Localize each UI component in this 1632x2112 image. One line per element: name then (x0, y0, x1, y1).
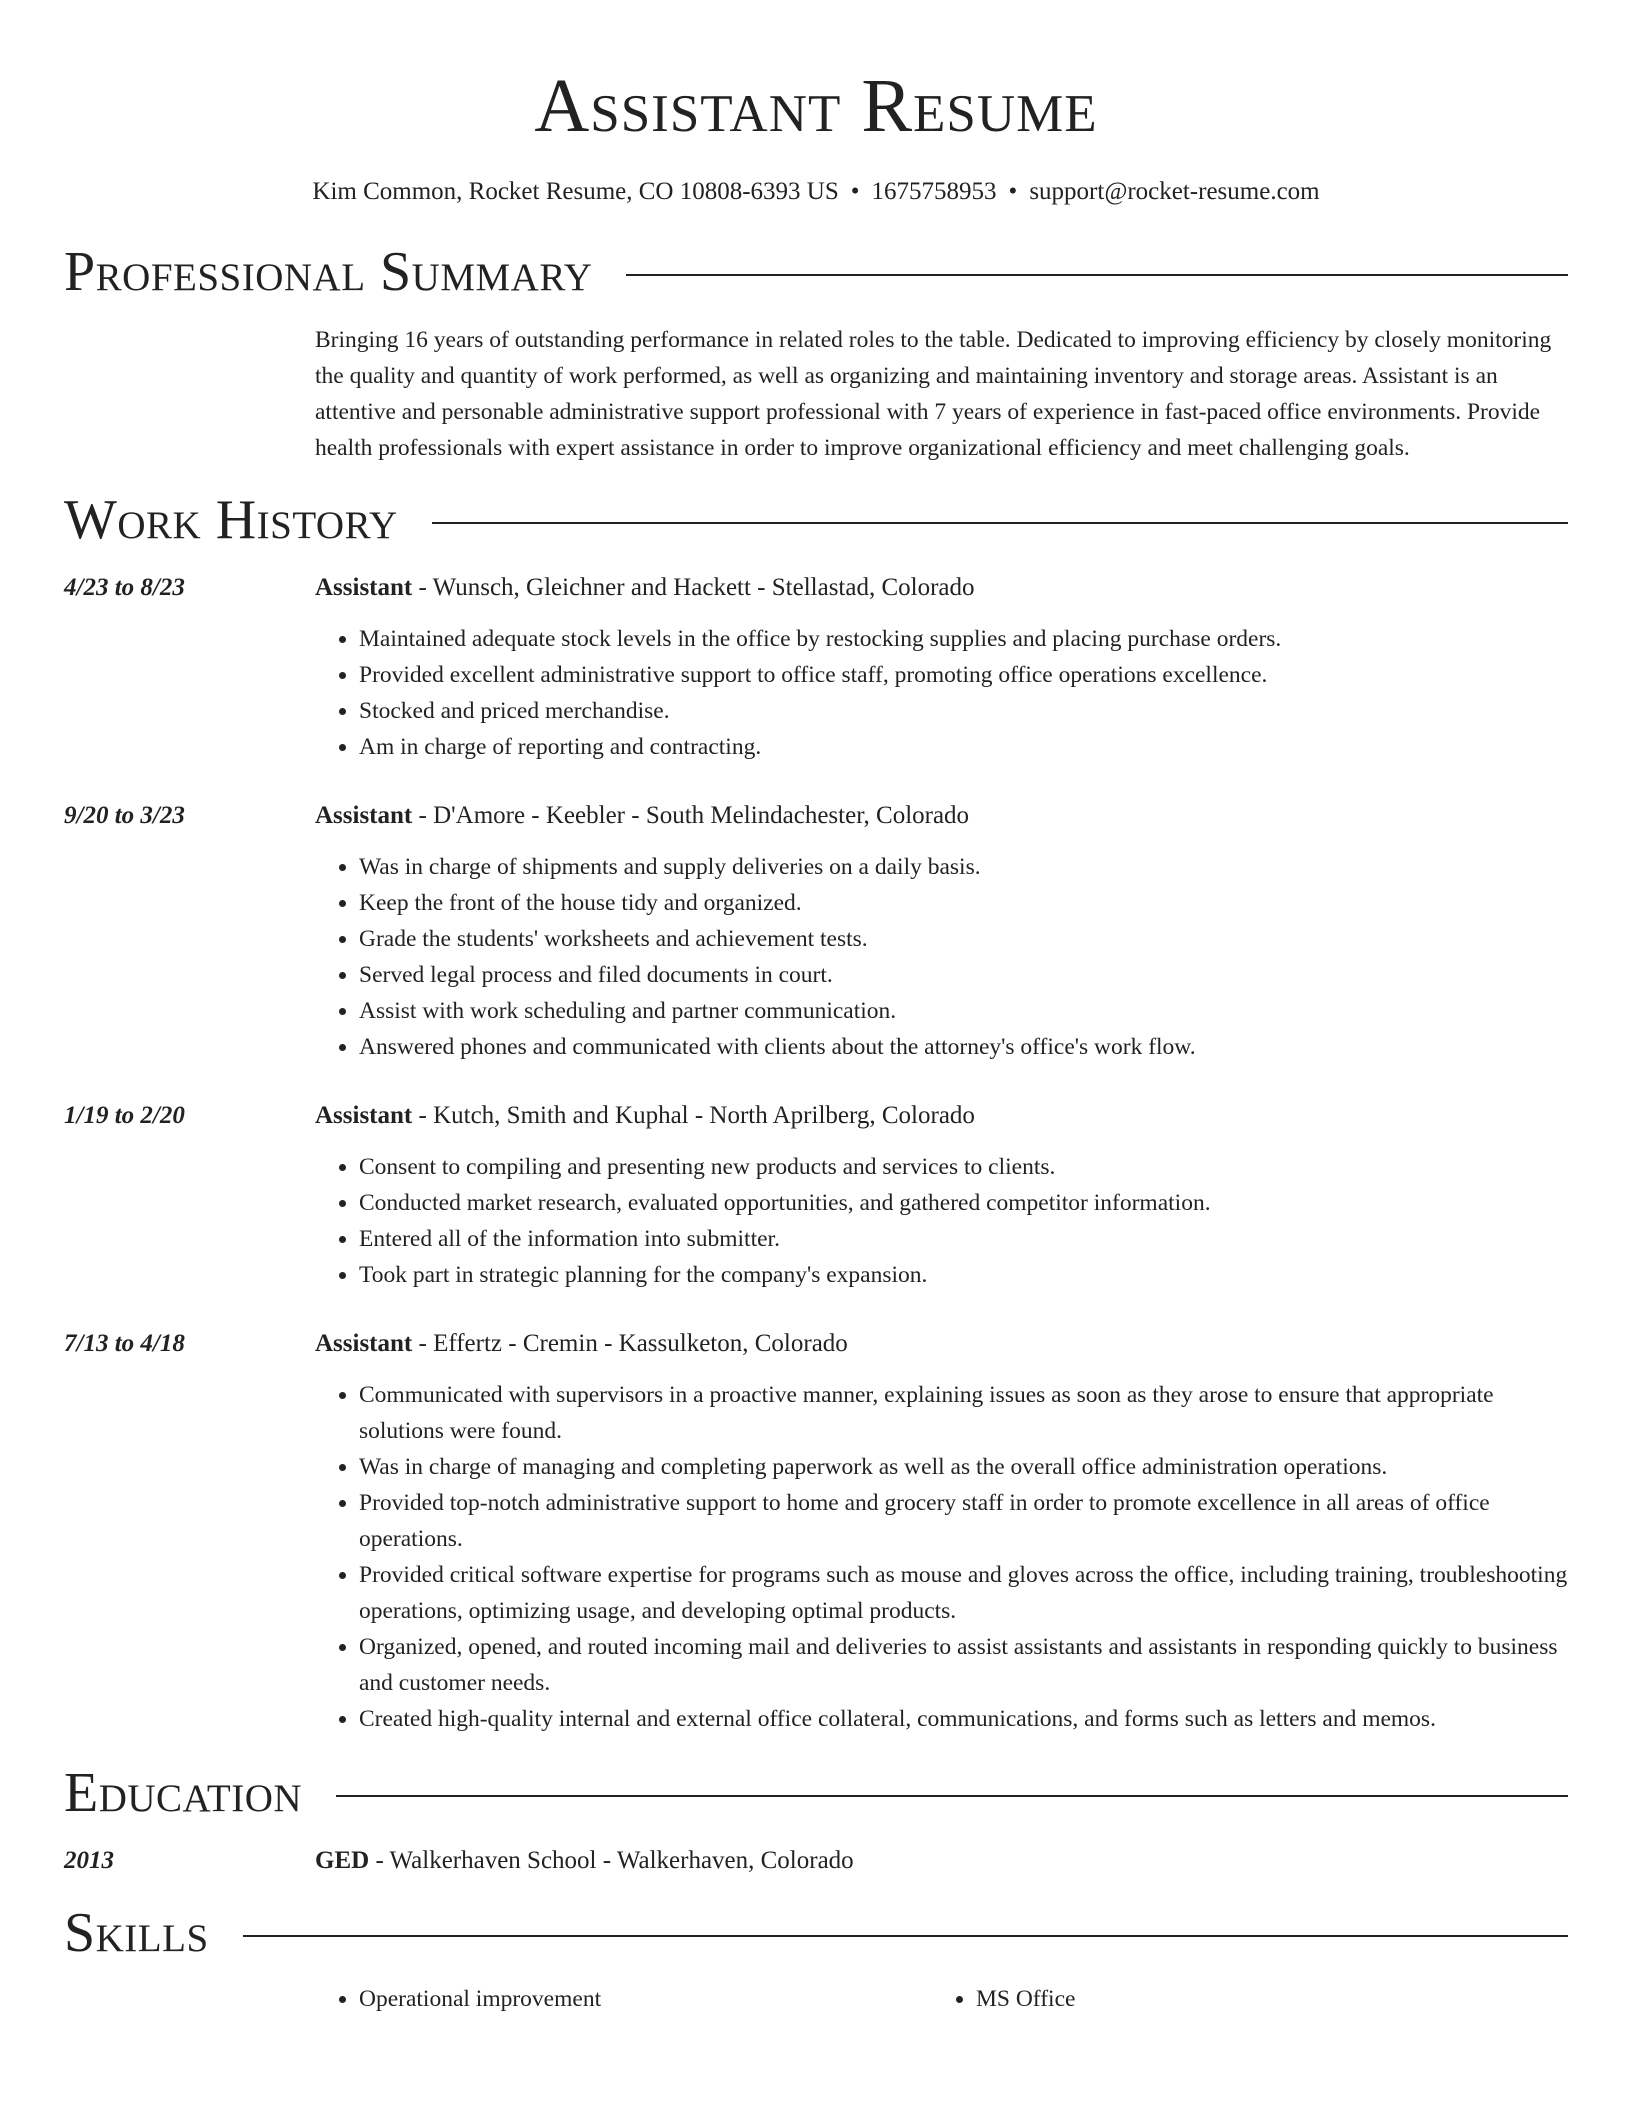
job-entry (64, 570, 1568, 765)
job-title-line (315, 570, 1568, 606)
contact-address: Kim Common, Rocket Resume, CO 10808-6393 US (312, 178, 839, 205)
job-entry (64, 798, 1568, 1065)
job-duties (315, 1149, 1568, 1293)
skill-item: • Operational improvement (359, 1981, 932, 2017)
job-employer: - Effertz - Cremin - Kassulketon, Colorado (412, 1330, 848, 1357)
job-dates: 1/19 to 2/20 (64, 1102, 185, 1129)
skill-item: • MS Office (976, 1981, 1549, 2017)
job-title: Assistant (315, 802, 413, 829)
job-title-line (315, 798, 1568, 834)
job-title: Assistant (315, 574, 413, 601)
section-header-work (64, 488, 1568, 552)
education-body (315, 1843, 1568, 1879)
education-school: - Walkerhaven School - Walkerhaven, Colorado (369, 1847, 854, 1874)
education-year: 2013 (64, 1847, 114, 1874)
skills-column-right (932, 1981, 1549, 2017)
section-heading-skills: Skills (64, 1902, 209, 1964)
duty-item: • Was in charge of shipments and supply deliveries on a daily basis. (359, 849, 1568, 885)
section-divider (432, 522, 1568, 524)
duty-item: • Provided excellent administrative support to office staff, promoting office operations excellence. (359, 657, 1568, 693)
contact-separator: • (1008, 178, 1018, 205)
duty-item: • Served legal process and filed documents in court. (359, 957, 1568, 993)
contact-phone: 1675758953 (871, 178, 997, 205)
education-degree: GED (315, 1847, 370, 1874)
duty-item: • Communicated with supervisors in a proactive manner, explaining issues as soon as they arose to ensure that appropriate solutions were found. (359, 1377, 1568, 1449)
contact-line (64, 176, 1568, 208)
job-duties (315, 849, 1568, 1065)
skills-list (315, 1981, 1568, 2017)
job-entry (64, 1098, 1568, 1293)
duty-item: • Was in charge of managing and completing paperwork as well as the overall office administration operations. (359, 1449, 1568, 1485)
education-entry (64, 1843, 1568, 1879)
job-duties (315, 1377, 1568, 1737)
section-header-skills (64, 1901, 1568, 1965)
duty-item: • Provided critical software expertise for programs such as mouse and gloves across the office, including training, troubleshooting operations, optimizing usage, and developing optimal products. (359, 1557, 1568, 1629)
duty-item: • Consent to compiling and presenting new products and services to clients. (359, 1149, 1568, 1185)
skills-column-left (315, 1981, 932, 2017)
job-body (315, 1098, 1568, 1293)
duty-item: • Took part in strategic planning for the company's expansion. (359, 1257, 1568, 1293)
duty-item: • Created high-quality internal and external office collateral, communications, and forms such as letters and memos. (359, 1701, 1568, 1737)
job-employer: - Wunsch, Gleichner and Hackett - Stellastad, Colorado (412, 574, 975, 601)
duty-item: • Maintained adequate stock levels in the office by restocking supplies and placing purchase orders. (359, 621, 1568, 657)
summary-text: Bringing 16 years of outstanding performance in related roles to the table. Dedicated to improving efficiency by closely monitoring the quality and quantity of work performed, as well as organizing and maintaining inventory and storage areas. Assistant is an attentive and personable administrative support professional with 7 years of experience in fast-paced office environments. Provide health professionals with expert assistance in order to improve organizational efficiency and meet challenging goals. (315, 327, 1552, 461)
duty-item: • Assist with work scheduling and partner communication. (359, 993, 1568, 1029)
duty-item: • Answered phones and communicated with clients about the attorney's office's work flow. (359, 1029, 1568, 1065)
section-heading-education: Education (64, 1762, 303, 1824)
section-divider (336, 1795, 1568, 1797)
duty-item: • Organized, opened, and routed incoming mail and deliveries to assist assistants and assistants in responding quickly to business and customer needs. (359, 1629, 1568, 1701)
job-title: Assistant (315, 1330, 413, 1357)
duty-item: • Keep the front of the house tidy and organized. (359, 885, 1568, 921)
resume-title: Assistant Resume (534, 64, 1098, 148)
duty-item: • Grade the students' worksheets and achievement tests. (359, 921, 1568, 957)
duty-item: • Entered all of the information into submitter. (359, 1221, 1568, 1257)
contact-email: support@rocket-resume.com (1029, 178, 1320, 205)
job-title: Assistant (315, 1102, 413, 1129)
job-entry (64, 1326, 1568, 1737)
resume-page (64, 0, 1568, 2017)
education-title-line (315, 1843, 1568, 1879)
section-header-education (64, 1761, 1568, 1825)
job-duties (315, 621, 1568, 765)
duty-item: • Stocked and priced merchandise. (359, 693, 1568, 729)
contact-separator: • (850, 178, 860, 205)
duty-item: • Provided top-notch administrative support to home and grocery staff in order to promote excellence in all areas of office operations. (359, 1485, 1568, 1557)
job-body (315, 1326, 1568, 1737)
section-header-summary (64, 240, 1568, 304)
job-title-line (315, 1098, 1568, 1134)
job-body (315, 798, 1568, 1065)
job-dates: 9/20 to 3/23 (64, 802, 185, 829)
job-dates: 4/23 to 8/23 (64, 574, 185, 601)
job-title-line (315, 1326, 1568, 1362)
duty-item: • Conducted market research, evaluated opportunities, and gathered competitor information. (359, 1185, 1568, 1221)
section-heading-work: Work History (64, 489, 398, 551)
job-employer: - Kutch, Smith and Kuphal - North Aprilberg, Colorado (412, 1102, 975, 1129)
job-employer: - D'Amore - Keebler - South Melindachester, Colorado (412, 802, 970, 829)
duty-item: • Am in charge of reporting and contracting. (359, 729, 1568, 765)
job-body (315, 570, 1568, 765)
section-heading-summary: Professional Summary (64, 241, 593, 303)
job-dates: 7/13 to 4/18 (64, 1330, 185, 1357)
section-divider (626, 274, 1568, 276)
section-divider (243, 1935, 1568, 1937)
